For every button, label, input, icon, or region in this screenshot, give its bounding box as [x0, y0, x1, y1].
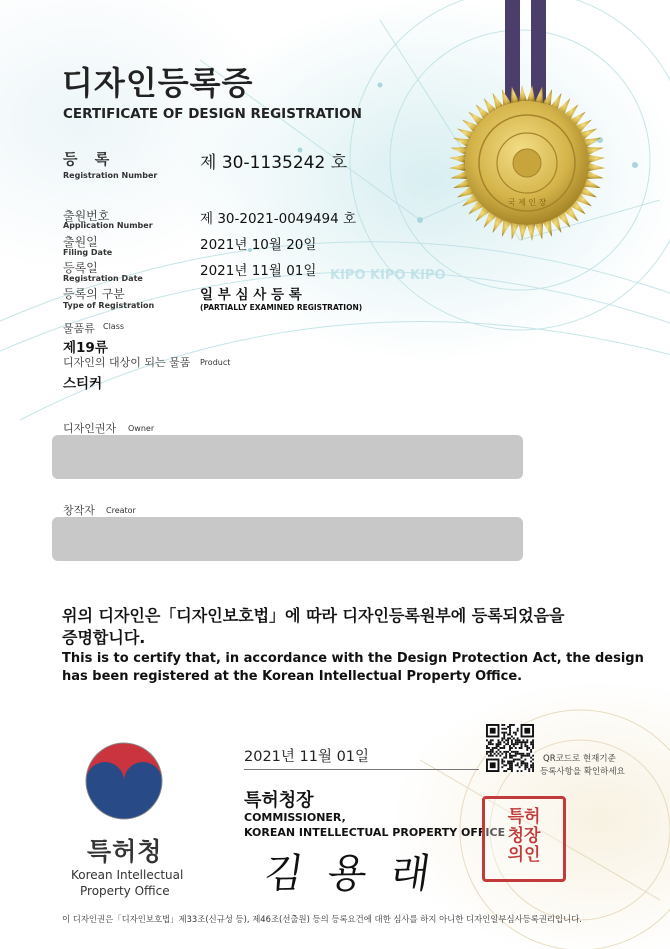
office-name-en-line1: Korean Intellectual	[71, 868, 184, 882]
application-number-label-en: Application Number	[63, 221, 153, 230]
qr-note-line1: QR코드로 현재기준	[543, 754, 616, 764]
registration-number-label-en: Registration Number	[63, 171, 158, 180]
type-of-registration-value: 일 부 심 사 등 록	[200, 287, 302, 303]
registration-date-label-en: Registration Date	[63, 274, 143, 283]
creator-redaction	[52, 517, 523, 561]
gold-seal-icon	[447, 83, 607, 243]
qr-code-icon[interactable]	[486, 724, 534, 772]
statement-en-line2: has been registered at the Korean Intellectual Property Office.	[62, 669, 523, 684]
class-label: 물품류	[63, 322, 95, 335]
creator-label-en: Creator	[106, 506, 136, 515]
registration-date-value: 2021년 11월 01일	[200, 263, 317, 279]
seal-text: 국 제 인 장	[507, 198, 547, 207]
commissioner-title-en-line1: COMMISSIONER,	[244, 811, 346, 824]
statement-en-line1: This is to certify that, in accordance with the Design Protection Act, the design	[62, 651, 644, 666]
signature: 김 용 래	[261, 851, 440, 897]
stamp-text-line1: 특허	[507, 807, 541, 827]
class-label-en: Class	[103, 322, 125, 331]
kipo-logo-icon	[84, 741, 164, 821]
type-of-registration-value-en: (PARTIALLY EXAMINED REGISTRATION)	[200, 303, 363, 312]
owner-label: 디자인권자	[63, 422, 117, 435]
filing-date-value: 2021년 10월 20일	[200, 237, 317, 253]
commissioner-title-en-line2: KOREAN INTELLECTUAL PROPERTY OFFICE	[244, 826, 506, 839]
registration-date-label: 등록일	[63, 261, 98, 275]
watermark-text: KIPO KIPO KIPO	[330, 268, 446, 283]
owner-label-en: Owner	[128, 424, 155, 433]
type-of-registration-label: 등록의 구분	[63, 287, 125, 301]
registration-number-value: 제 30-1135242 호	[200, 153, 348, 173]
filing-date-label: 출원일	[63, 235, 98, 249]
filing-date-label-en: Filing Date	[63, 248, 113, 257]
owner-redaction	[52, 435, 523, 479]
creator-label: 창작자	[63, 504, 95, 517]
statement-ko-line1: 위의 디자인은「디자인보호법」에 따라 디자인등록원부에 등록되었음을	[62, 606, 565, 625]
commissioner-title-ko: 특허청장	[244, 790, 314, 811]
date-divider	[244, 769, 479, 770]
stamp-text-line3: 의인	[507, 845, 541, 865]
stamp-text-line2: 청장	[507, 826, 541, 846]
statement-ko-line2: 증명합니다.	[62, 628, 146, 647]
office-name-en-line2: Property Office	[80, 884, 170, 898]
qr-note-line2: 등록사항을 확인하세요	[540, 767, 625, 777]
registration-number-label: 등 록	[63, 150, 116, 168]
application-number-label: 출원번호	[63, 209, 110, 223]
official-stamp	[482, 796, 566, 882]
product-value: 스티커	[63, 376, 103, 392]
application-number-value: 제 30-2021-0049494 호	[200, 211, 357, 227]
product-label-en: Product	[200, 358, 231, 367]
office-name-ko: 특허청	[87, 837, 163, 866]
class-value: 제19류	[63, 340, 108, 356]
page-subtitle: CERTIFICATE OF DESIGN REGISTRATION	[63, 106, 362, 122]
page-title: 디자인등록증	[62, 64, 254, 102]
product-label: 디자인의 대상이 되는 물품	[63, 356, 191, 369]
footer-note: 이 디자인권은「디자인보호법」제33조(신규성 등), 제46조(선출원) 등의 등록요건에 대한 심사를 하지 아니한 디자인일부심사등록권리입니다.	[62, 914, 582, 924]
type-of-registration-label-en: Type of Registration	[63, 301, 155, 310]
issue-date: 2021년 11월 01일	[244, 749, 370, 765]
